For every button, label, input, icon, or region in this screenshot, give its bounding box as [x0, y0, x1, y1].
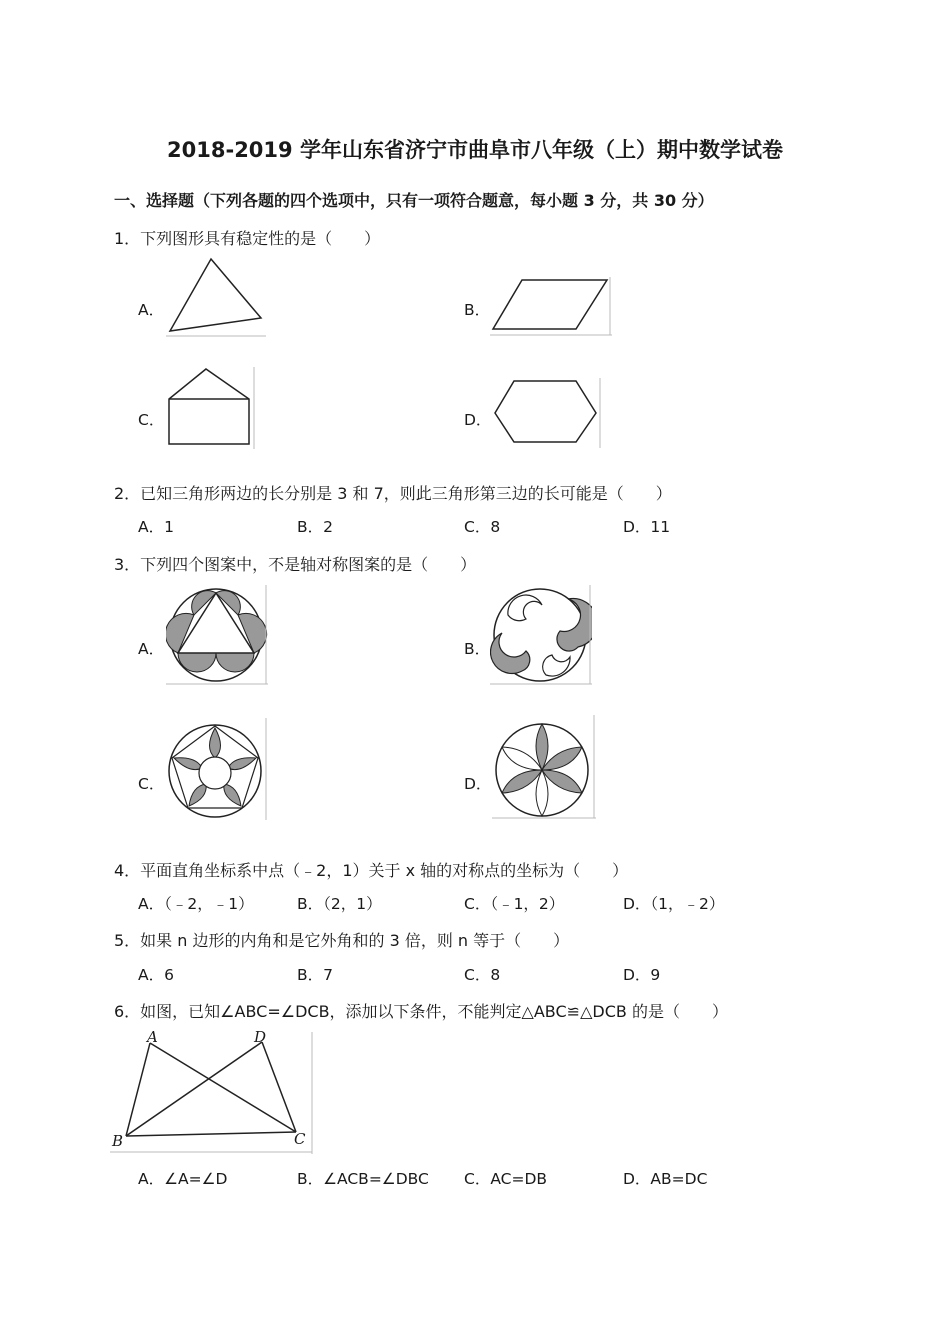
question-2: 2．已知三角形两边的长分别是 3 和 7，则此三角形第三边的长可能是（ ） — [114, 484, 672, 503]
house-pentagon-icon — [166, 367, 256, 449]
q5-option-d: D．9 — [623, 966, 661, 984]
q1-option-a: A． — [138, 301, 165, 319]
parallelogram-icon — [490, 277, 612, 337]
q6-option-b: B．∠ACB=∠DBC — [297, 1170, 429, 1188]
q3-option-c: C． — [138, 775, 165, 793]
q4-option-a: A．（﹣2，﹣1） — [138, 895, 254, 913]
label-a: A — [147, 1028, 158, 1046]
q6-option-c: C．AC=DB — [464, 1170, 548, 1188]
q4-option-d: D．（1，﹣2） — [623, 895, 725, 913]
swirl-circle-icon — [490, 585, 592, 685]
six-petal-circle-icon — [492, 715, 596, 819]
question-1: 1．下列图形具有稳定性的是（ ） — [114, 229, 381, 248]
question-5: 5．如果 n 边形的内角和是它外角和的 3 倍，则 n 等于（ ） — [114, 931, 570, 950]
question-4: 4．平面直角坐标系中点（﹣2，1）关于 x 轴的对称点的坐标为（ ） — [114, 861, 629, 880]
q6-option-d: D．AB=DC — [623, 1170, 708, 1188]
q3-option-a: A． — [138, 640, 165, 658]
hexagon-icon — [492, 378, 602, 448]
label-d: D — [254, 1028, 267, 1046]
q2-option-d: D．11 — [623, 518, 671, 536]
q2-option-c: C．8 — [464, 518, 501, 536]
page-title: 2018-2019 学年山东省济宁市曲阜市八年级（上）期中数学试卷 — [167, 138, 783, 162]
label-c: C — [294, 1130, 306, 1148]
label-b: B — [112, 1132, 124, 1150]
q5-option-b: B．7 — [297, 966, 333, 984]
section-heading: 一、选择题（下列各题的四个选项中，只有一项符合题意，每小题 3 分，共 30 分） — [114, 191, 714, 210]
q4-option-b: B．（2，1） — [297, 895, 382, 913]
q1-option-b: B． — [464, 301, 491, 319]
star-flower-circle-icon — [164, 718, 268, 820]
q3-option-d: D． — [464, 775, 492, 793]
q5-option-a: A．6 — [138, 966, 174, 984]
q2-option-b: B．2 — [297, 518, 333, 536]
q3-option-b: B． — [464, 640, 491, 658]
q1-option-c: C． — [138, 411, 165, 429]
triangle-icon — [166, 255, 266, 337]
q6-option-a: A．∠A=∠D — [138, 1170, 228, 1188]
q2-option-a: A．1 — [138, 518, 174, 536]
quadrilateral-diagram — [110, 1028, 315, 1154]
q4-option-c: C．（﹣1，2） — [464, 895, 565, 913]
question-3: 3．下列四个图案中，不是轴对称图案的是（ ） — [114, 555, 477, 574]
question-6: 6．如图，已知∠ABC=∠DCB，添加以下条件，不能判定△ABC≌△DCB 的是（ ） — [114, 1002, 728, 1021]
q5-option-c: C．8 — [464, 966, 501, 984]
triangle-petals-circle-icon — [166, 585, 268, 685]
q1-option-d: D． — [464, 411, 492, 429]
